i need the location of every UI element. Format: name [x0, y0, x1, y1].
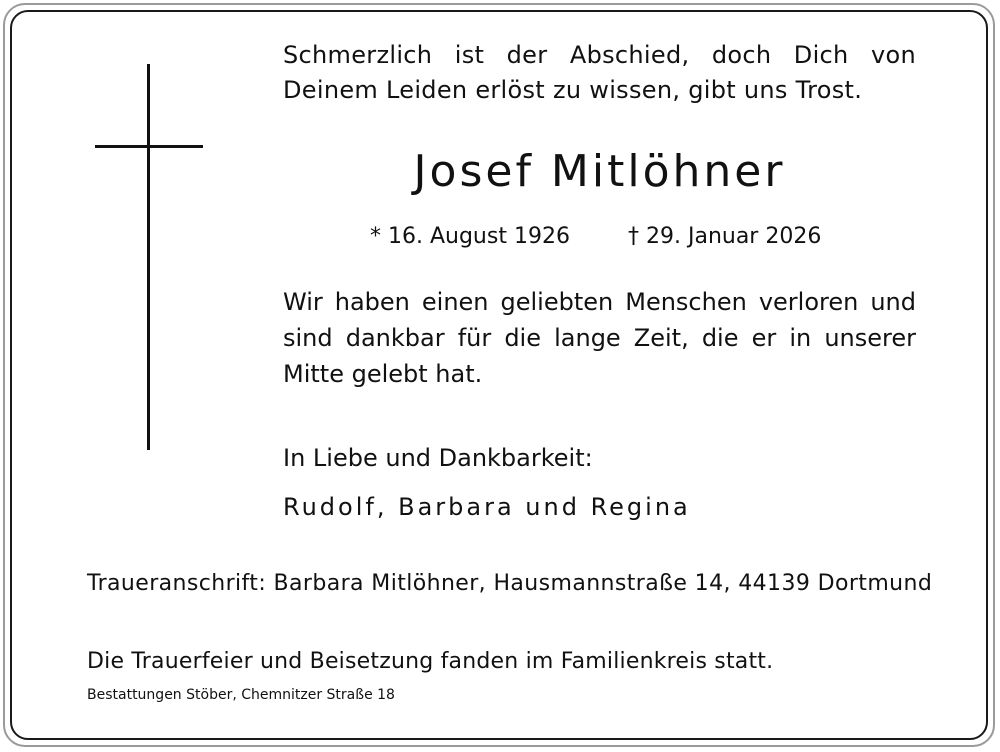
tribute-text: Wir haben einen geliebten Menschen verloren und sind dankbar für die lange Zeit, die er in unserer Mitte gelebt hat. — [283, 288, 916, 388]
cross-horizontal-bar — [95, 145, 203, 148]
family-names: Rudolf, Barbara und Regina — [283, 493, 691, 521]
closing-phrase: In Liebe und Dankbarkeit: — [283, 444, 593, 472]
deceased-name: Josef Mitlöhner — [413, 146, 786, 197]
birth-date: * 16. August 1926 — [370, 224, 570, 249]
cross-vertical-bar — [147, 64, 150, 450]
condolence-quote: Schmerzlich ist der Abschied, doch Dich von Deinem Leiden erlöst zu wissen, gibt uns Trost. — [283, 41, 916, 104]
funeral-home-credit: Bestattungen Stöber, Chemnitzer Straße 18 — [87, 687, 395, 703]
death-date: † 29. Januar 2026 — [628, 224, 822, 249]
mourning-address: Traueranschrift: Barbara Mitlöhner, Hausmannstraße 14, 44139 Dortmund — [87, 571, 933, 596]
ceremony-note: Die Trauerfeier und Beisetzung fanden im Familienkreis statt. — [87, 649, 774, 674]
